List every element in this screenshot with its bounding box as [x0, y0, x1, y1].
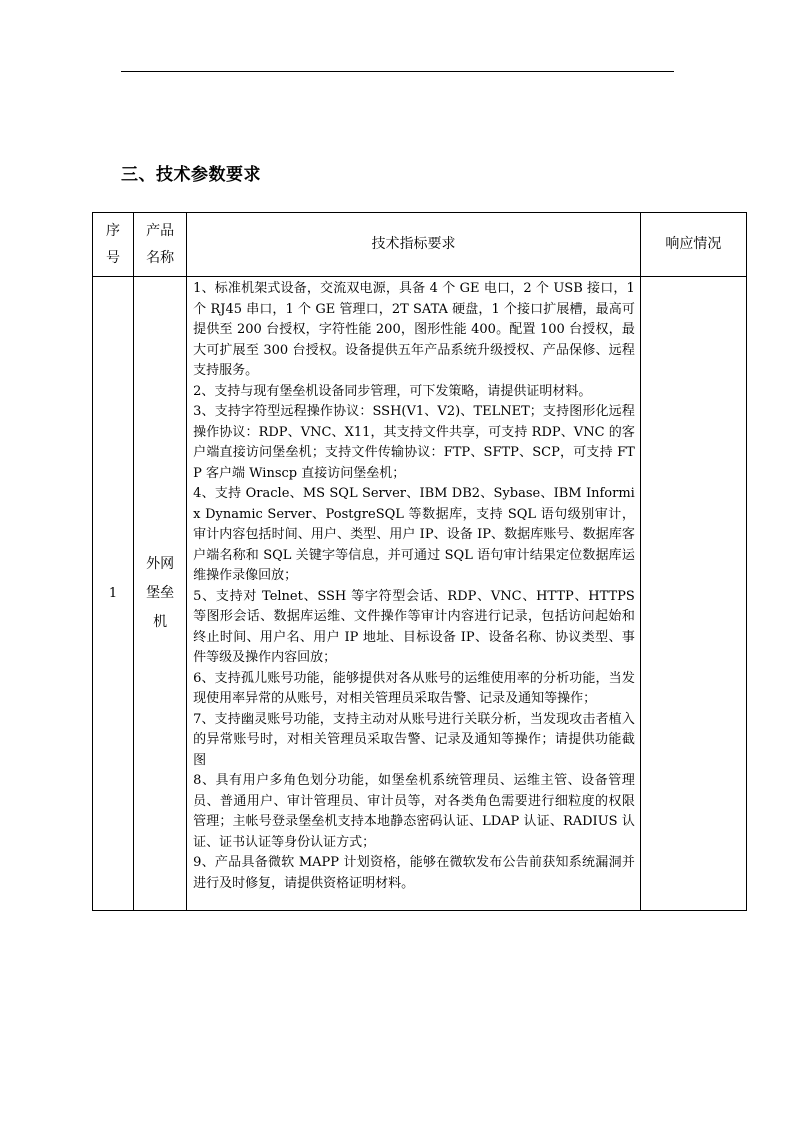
requirement-item: 5、支持对 Telnet、SSH 等字符型会话、RDP、VNC、HTTP、HTTPS 等图形会话、数据库运维、文件操作等审计内容进行记录，包括访问起始和终止时间、用户名、用户 IP 地址、目标设备 IP、设备名称、协议类型、事件等级及操作内容回放；: [193, 588, 635, 665]
table-row: [93, 277, 747, 911]
section-title: 三、技术参数要求: [121, 165, 261, 185]
header-seq: 序号: [93, 213, 134, 277]
requirement-item: 9、产品具备微软 MAPP 计划资格，能够在微软发布公告前获知系统漏洞并进行及时修复，请提供资格证明材料。: [193, 855, 635, 891]
requirement-item: 6、支持孤儿账号功能，能够提供对各从账号的运维使用率的分析功能，当发现使用率异常的从账号，对相关管理员采取告警、记录及通知等操作；: [193, 670, 635, 706]
row-response: [640, 277, 746, 911]
requirement-item: 2、支持与现有堡垒机设备同步管理，可下发策略，请提供证明材料。: [193, 383, 592, 399]
header-response: 响应情况: [640, 213, 746, 277]
spec-table: [92, 212, 747, 911]
header-product-name: 产品名称: [134, 213, 187, 277]
row-requirements: [187, 277, 641, 911]
table-header-row: [93, 213, 747, 277]
requirement-item: 3、支持字符型远程操作协议：SSH(V1、V2)、TELNET；支持图形化远程操作协议：RDP、VNC、X11，其支持文件共享，可支持 RDP、VNC 的客户端直接访问堡垒机；支持文件传输协议：FTP、SFTP、SCP，可支持 FTP 客户端 Winscp 直接访问堡垒机；: [193, 404, 635, 481]
row-product-name: 外网堡垒机: [134, 277, 187, 911]
row-seq: 1: [93, 277, 134, 911]
header-rule: [121, 71, 674, 72]
requirement-item: 1、标准机架式设备，交流双电源，具备 4 个 GE 电口，2 个 USB 接口，1 个 RJ45 串口，1 个 GE 管理口，2T SATA 硬盘，1 个接口扩展槽，最高可提供至 200 台授权，字符性能 200，图形性能 400。配置 100 台授权，最大可扩展至 300 台授权。设备提供五年产品系统升级授权、产品保修、远程支持服务。: [193, 281, 635, 378]
requirement-item: 8、具有用户多角色划分功能，如堡垒机系统管理员、运维主管、设备管理员、普通用户、审计管理员、审计员等，对各类角色需要进行细粒度的权限管理；主帐号登录堡垒机支持本地静态密码认证、LDAP 认证、RADIUS 认证、证书认证等身份认证方式；: [193, 773, 635, 850]
requirement-item: 4、支持 Oracle、MS SQL Server、IBM DB2、Sybase、IBM Informix Dynamic Server、PostgreSQL 等数据库，支持 SQL 语句级别审计，审计内容包括时间、用户、类型、用户 IP、设备 IP、数据库账号、数据库客户端名称和 SQL 关键字等信息，并可通过 SQL 语句审计结果定位数据库运维操作录像回放；: [193, 486, 635, 583]
header-requirements: 技术指标要求: [187, 213, 641, 277]
requirement-item: 7、支持幽灵账号功能，支持主动对从账号进行关联分析，当发现攻击者植入的异常账号时，对相关管理员采取告警、记录及通知等操作；请提供功能截图: [193, 711, 635, 768]
